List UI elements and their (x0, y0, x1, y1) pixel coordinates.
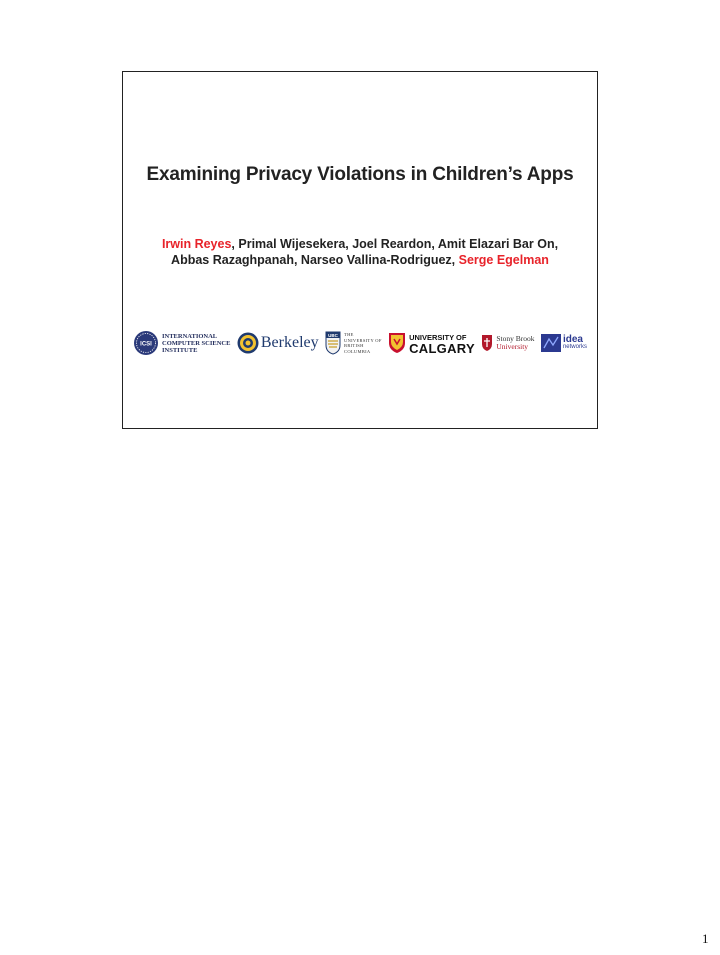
icsi-name-line: INSTITUTE (162, 346, 198, 354)
author-line-2 (123, 252, 597, 268)
imdea-wordmark: idea (562, 334, 583, 345)
stonybrook-logo (481, 334, 534, 352)
imdea-mark-icon (541, 334, 561, 352)
icsi-name-line: COMPUTER SCIENCE (162, 339, 231, 347)
icsi-badge-text: ICSI (140, 341, 152, 348)
stonybrook-name-line: Stony Brook (496, 334, 535, 343)
calgary-shield-icon (388, 332, 406, 354)
author-text: , Primal Wijesekera, Joel Reardon, Amit Elazari Bar On, (231, 237, 559, 251)
author-text: Abbas Razaghpanah, Narseo Vallina-Rodriguez, (171, 253, 459, 267)
imdea-subtitle: networks (562, 344, 587, 350)
icsi-seal-icon (133, 330, 159, 356)
ubc-crest-icon (325, 331, 341, 355)
logo-strip (133, 328, 587, 358)
imdea-logo (541, 334, 587, 352)
berkeley-seal-icon (237, 332, 259, 354)
icsi-name-line: INTERNATIONAL (162, 332, 218, 340)
stonybrook-name-line: University (496, 342, 529, 351)
author-highlighted: Irwin Reyes (161, 237, 232, 251)
page-number: 1 (702, 931, 709, 946)
icsi-logo (133, 330, 230, 356)
author-line-1 (123, 236, 597, 252)
stonybrook-shield-icon (481, 334, 493, 352)
imdea-name (563, 335, 587, 351)
berkeley-logo (237, 332, 319, 354)
author-highlighted: Serge Egelman (458, 253, 549, 267)
slide-title: Examining Privacy Violations in Children’s Apps (146, 164, 574, 185)
ubc-logo (325, 331, 382, 355)
calgary-name-line: CALGARY (409, 341, 475, 356)
slide (122, 71, 598, 429)
ubc-name (344, 332, 382, 354)
berkeley-wordmark: Berkeley (260, 334, 319, 351)
icsi-name (162, 333, 230, 354)
ubc-name-line: BRITISH (344, 343, 364, 348)
calgary-logo (388, 332, 475, 354)
ubc-name-line: THE (344, 332, 354, 337)
calgary-name (409, 332, 475, 354)
author-list (123, 236, 597, 268)
ubc-badge-text: UBC (328, 333, 338, 338)
calgary-name-line: UNIVERSITY OF (409, 333, 467, 342)
ubc-name-line: UNIVERSITY OF (344, 337, 382, 343)
ubc-name-line: COLUMBIA (344, 348, 371, 354)
stonybrook-name (496, 335, 534, 351)
